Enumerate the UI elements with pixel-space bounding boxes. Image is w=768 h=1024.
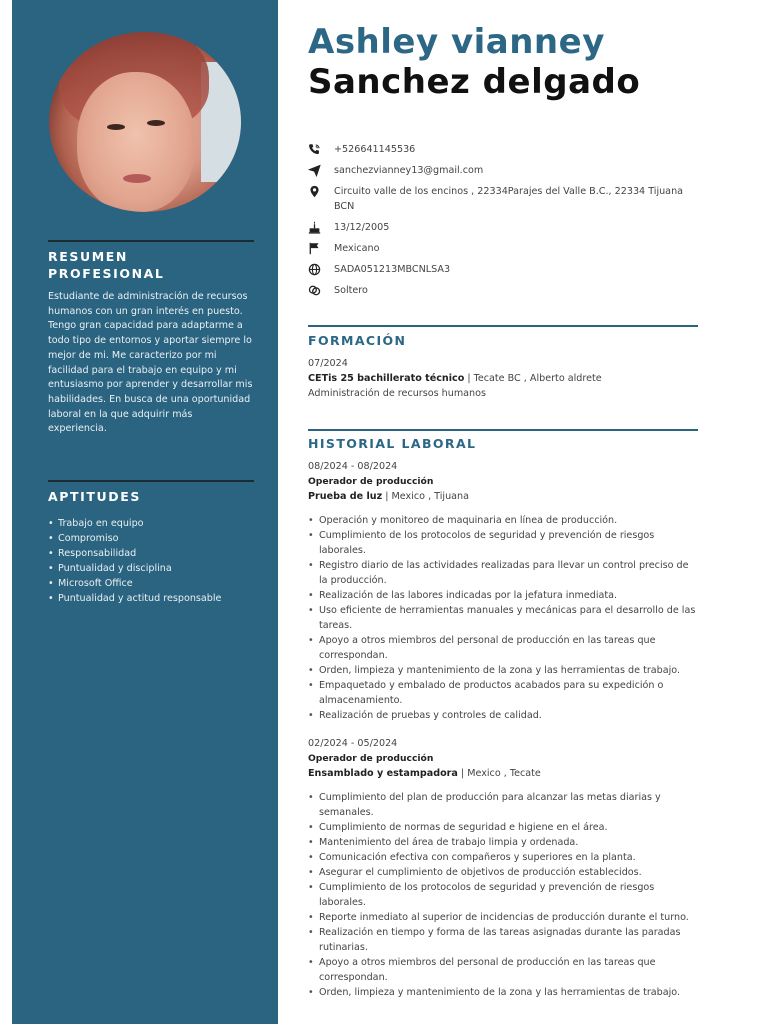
job-duty: • Operación y monitoreo de maquinaria en línea de producción. (308, 513, 700, 528)
job-location: | Mexico , Tijuana (382, 491, 469, 502)
job-duty: • Asegurar el cumplimiento de objetivos de producción establecidos. (308, 865, 700, 880)
globe-icon (308, 262, 334, 277)
photo-face (77, 72, 195, 212)
contact-nationality (308, 241, 703, 262)
education-date: 07/2024 (308, 358, 348, 369)
job-duty: • Registro diario de las actividades realizadas para llevar un control preciso de la producción. (308, 558, 700, 588)
job-company-line (308, 489, 700, 504)
summary-title (48, 248, 254, 282)
skills-title: APTITUDES (48, 489, 142, 504)
skill-item: • Trabajo en equipo (48, 516, 254, 531)
education-divider (308, 325, 698, 327)
job-entry-1 (308, 459, 700, 723)
summary-section (48, 240, 254, 437)
phone-icon (308, 142, 334, 157)
job-duties (308, 790, 700, 1000)
job-company-line (308, 766, 700, 781)
name-first-line: Ashley vianney (308, 22, 605, 62)
contact-phone-text: +526641145536 (334, 144, 416, 155)
profile-photo (49, 32, 241, 212)
job-duty: • Reporte inmediato al superior de incidencias de producción durante el turno. (308, 910, 700, 925)
job-duty: • Uso eficiente de herramientas manuales y mecánicas para el desarrollo de las tareas. (308, 603, 700, 633)
job-company: Prueba de luz (308, 491, 383, 502)
job-duties (308, 513, 700, 723)
contact-marital-status (308, 283, 703, 304)
job-duty: • Cumplimiento de normas de seguridad e higiene en el área. (308, 820, 700, 835)
contact-phone (308, 142, 703, 163)
education-school: CETis 25 bachillerato técnico (308, 373, 465, 384)
skills-divider (48, 480, 254, 482)
send-icon (308, 163, 334, 178)
flag-icon (308, 241, 334, 256)
job-company: Ensamblado y estampadora (308, 768, 458, 779)
work-title: HISTORIAL LABORAL (308, 436, 477, 451)
job-duty: • Cumplimiento del plan de producción para alcanzar las metas diarias y semanales. (308, 790, 700, 820)
summary-divider (48, 240, 254, 242)
skill-item: • Microsoft Office (48, 576, 254, 591)
contact-id-text: SADA051213MBCNLSA3 (334, 264, 451, 275)
skills-list (48, 516, 254, 606)
skill-item: • Puntualidad y actitud responsable (48, 591, 254, 606)
education-school-line (308, 371, 700, 386)
job-date: 02/2024 - 05/2024 (308, 738, 398, 749)
job-date: 08/2024 - 08/2024 (308, 461, 398, 472)
skill-item: • Responsabilidad (48, 546, 254, 561)
skills-section (48, 480, 254, 606)
work-divider (308, 429, 698, 431)
summary-title-line1: RESUMEN (48, 249, 128, 264)
job-duty: • Empaquetado y embalado de productos acabados para su expedición o almacenamiento. (308, 678, 700, 708)
job-location: | Mexico , Tecate (457, 768, 541, 779)
job-duty: • Orden, limpieza y mantenimiento de la zona y las herramientas de trabajo. (308, 663, 700, 678)
education-title: FORMACIÓN (308, 333, 407, 348)
photo-lips (123, 174, 151, 183)
job-duty: • Cumplimiento de los protocolos de seguridad y prevención de riesgos laborales. (308, 528, 700, 558)
job-duty: • Realización de las labores indicadas por la jefatura inmediata. (308, 588, 700, 603)
job-role: Operador de producción (308, 476, 434, 487)
contact-address-text: Circuito valle de los encinos , 22334Parajes del Valle B.C., 22334 Tijuana BCN (334, 186, 684, 212)
education-program: Administración de recursos humanos (308, 388, 486, 399)
sidebar (12, 0, 278, 1024)
education-location: | Tecate BC , Alberto aldrete (464, 373, 602, 384)
contact-marital-status-text: Soltero (334, 285, 368, 296)
photo-eye-right (147, 120, 165, 126)
birthday-cake-icon (308, 220, 334, 235)
job-duty: • Realización en tiempo y forma de las tareas asignadas durante las paradas rutinarias. (308, 925, 700, 955)
contact-list (308, 142, 703, 304)
location-pin-icon (308, 184, 334, 199)
job-duty: • Apoyo a otros miembros del personal de producción en las tareas que correspondan. (308, 633, 700, 663)
education-entry (308, 356, 700, 401)
summary-title-line2: PROFESIONAL (48, 266, 165, 281)
contact-address (308, 184, 703, 220)
summary-text: Estudiante de administración de recursos humanos con un gran interés en puesto. Tengo gran capacidad para adaptarme a todo tipo de entornos y aportar siempre lo mejor de mi. Me caracterizo por mi facilidad para el trabajo en equipo y mi entusiasmo por aprender y desarrollar mis habilidades. En busca de una oportunidad laboral en la que adquirir más experiencia. (48, 291, 253, 435)
job-duty: • Comunicación efectiva con compañeros y superiores en la planta. (308, 850, 700, 865)
rings-icon (308, 283, 334, 298)
contact-email (308, 163, 703, 184)
name-second-line: Sanchez delgado (308, 62, 641, 102)
skill-item: • Puntualidad y disciplina (48, 561, 254, 576)
contact-birthdate-text: 13/12/2005 (334, 222, 390, 233)
contact-id (308, 262, 703, 283)
job-duty: • Orden, limpieza y mantenimiento de la zona y las herramientas de trabajo. (308, 985, 700, 1000)
skill-item: • Compromiso (48, 531, 254, 546)
job-duty: • Realización de pruebas y controles de calidad. (308, 708, 700, 723)
photo-eye-left (107, 124, 125, 130)
contact-birthdate (308, 220, 703, 241)
contact-nationality-text: Mexicano (334, 243, 380, 254)
job-duty: • Mantenimiento del área de trabajo limpia y ordenada. (308, 835, 700, 850)
job-duty: • Cumplimiento de los protocolos de seguridad y prevención de riesgos laborales. (308, 880, 700, 910)
job-entry-2 (308, 736, 700, 1000)
contact-email-text: sanchezvianney13@gmail.com (334, 165, 484, 176)
job-duty: • Apoyo a otros miembros del personal de producción en las tareas que correspondan. (308, 955, 700, 985)
job-role: Operador de producción (308, 753, 434, 764)
